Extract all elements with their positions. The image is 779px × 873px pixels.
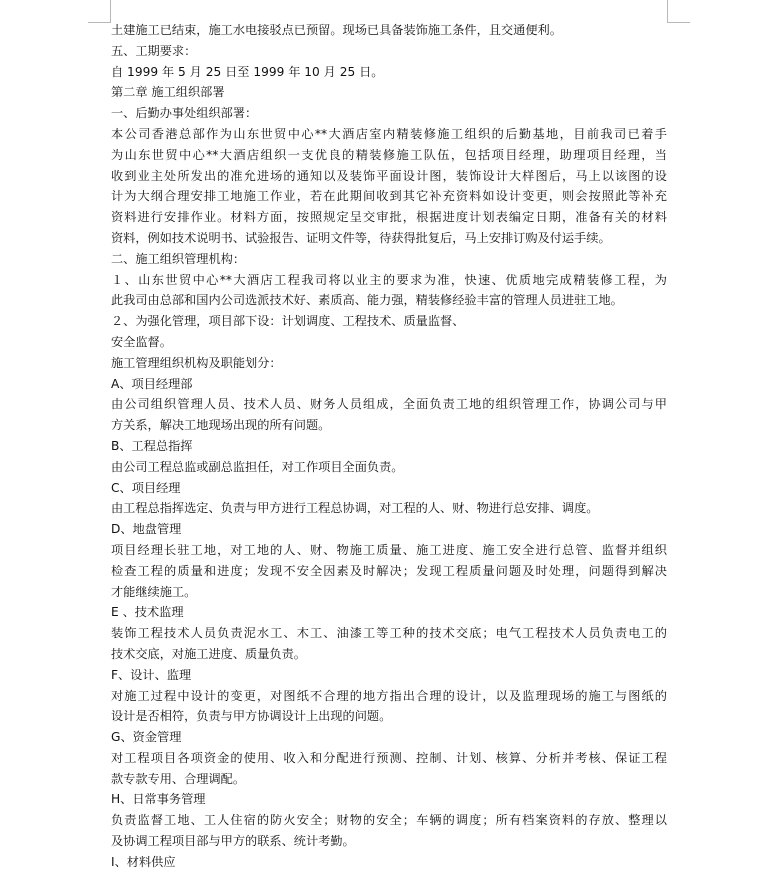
paragraph-line: 安全监督。 <box>111 334 172 349</box>
subsection-heading: F、设计、监理 <box>111 667 192 682</box>
paragraph-line: 本公司香港总部作为山东世贸中心**大酒店室内精装修施工组织的后勤基地，目前我司已着手 <box>111 126 667 141</box>
section-heading: 一、后勤办事处组织部署： <box>111 106 258 121</box>
paragraph-line: 资料，例如技术说明书、试验报告、证明文件等，待获得批复后，马上安排订购及付运手续。 <box>111 230 611 245</box>
page-corner-mark-right <box>667 0 690 23</box>
paragraph-line: 自 1999 年 5 月 25 日至 1999 年 10 月 25 日。 <box>111 64 384 79</box>
paragraph-line: 为山东世贸中心**大酒店组织一支优良的精装修施工队伍，包括项目经理，助理项目经理，当 <box>111 147 667 162</box>
paragraph-line: 及协调工程项目部与甲方的联系、统计考勤。 <box>111 834 355 849</box>
paragraph-line: 土建施工已结束，施工水电接驳点已预留。现场已具备装饰施工条件，且交通便利。 <box>111 23 562 37</box>
document-body <box>111 20 667 873</box>
paragraph-line: 由公司组织管理人员、技术人员、财务人员组成，全面负责工地的组织管理工作，协调公司与甲 <box>111 397 667 412</box>
paragraph-line: 项目经理长驻工地，对工地的人、财、物施工质量、施工进度、施工安全进行总管、监督并组织 <box>111 542 667 557</box>
subsection-heading: H、日常事务管理 <box>111 792 206 807</box>
paragraph-line: 设计是否相符，负责与甲方协调设计上出现的问题。 <box>111 709 392 724</box>
subsection-heading: G、资金管理 <box>111 730 182 745</box>
paragraph-line: 款专款专用、合理调配。 <box>111 771 246 786</box>
paragraph-line: 对施工过程中设计的变更，对图纸不合理的地方指出合理的设计，以及监理现场的施工与图纸的 <box>111 688 667 703</box>
subsection-heading: A、项目经理部 <box>111 376 193 391</box>
paragraph-line: 方关系，解决工地现场出现的所有问题。 <box>111 418 331 433</box>
paragraph-line: 施工管理组织机构及职能划分： <box>111 355 282 370</box>
paragraph-line: 此我司由总部和国内公司选派技术好、素质高、能力强，精装修经验丰富的管理人员进驻工地。 <box>111 293 623 308</box>
paragraph-line: 对工程项目各项资金的使用、收入和分配进行预测、控制、计划、核算、分析并考核、保证工程 <box>111 750 667 765</box>
paragraph-line: 才能继续施工。 <box>111 584 197 599</box>
page-corner-mark-left <box>88 0 111 23</box>
subsection-heading: B、工程总指挥 <box>111 438 193 453</box>
paragraph-line: 资料进行安排作业。材料方面，按照规定呈交审批，根据进度计划表编定日期，准备有关的材料 <box>111 210 667 225</box>
subsection-heading: C、项目经理 <box>111 480 181 495</box>
subsection-heading: I、材料供应 <box>111 854 176 869</box>
section-heading: 五、工期要求： <box>111 43 197 58</box>
paragraph-line: 收到业主处所发出的准允进场的通知以及装饰平面设计图，装饰设计大样图后，马上以该图的设 <box>111 168 667 183</box>
paragraph-line: ２、为强化管理，项目部下设：计划调度、工程技术、质量监督、 <box>111 314 465 329</box>
paragraph-line: １、山东世贸中心**大酒店工程我司将以业主的要求为准，快速、优质地完成精装修工程，为 <box>111 272 667 287</box>
paragraph-line: 由工程总指挥选定、负责与甲方进行工程总协调，对工程的人、财、物进行总安排、调度。 <box>111 501 599 516</box>
paragraph-line: 检查工程的质量和进度；发现不安全因素及时解决；发现工程质量问题及时处理，问题得到解决 <box>111 563 667 578</box>
subsection-heading: E 、技术监理 <box>111 605 184 620</box>
paragraph-line: 负责监督工地、工人住宿的防火安全；财物的安全；车辆的调度；所有档案资料的存放、整理以 <box>111 813 667 828</box>
paragraph-line: 由公司工程总监或副总监担任，对工作项目全面负责。 <box>111 459 404 474</box>
chapter-heading: 第二章 施工组织部署 <box>111 85 225 100</box>
paragraph-line: 装饰工程技术人员负责泥水工、木工、油漆工等工种的技术交底；电气工程技术人员负责电工的 <box>111 626 667 641</box>
subsection-heading: D、地盘管理 <box>111 522 182 537</box>
paragraph-line: 计为大纲合理安排工地施工作业，若在此期间收到其它补充资料如设计变更，则会按照此等补充 <box>111 189 667 204</box>
section-heading: 二、施工组织管理机构： <box>111 251 246 266</box>
paragraph-line: 技术交底，对施工进度、质量负责。 <box>111 646 306 661</box>
